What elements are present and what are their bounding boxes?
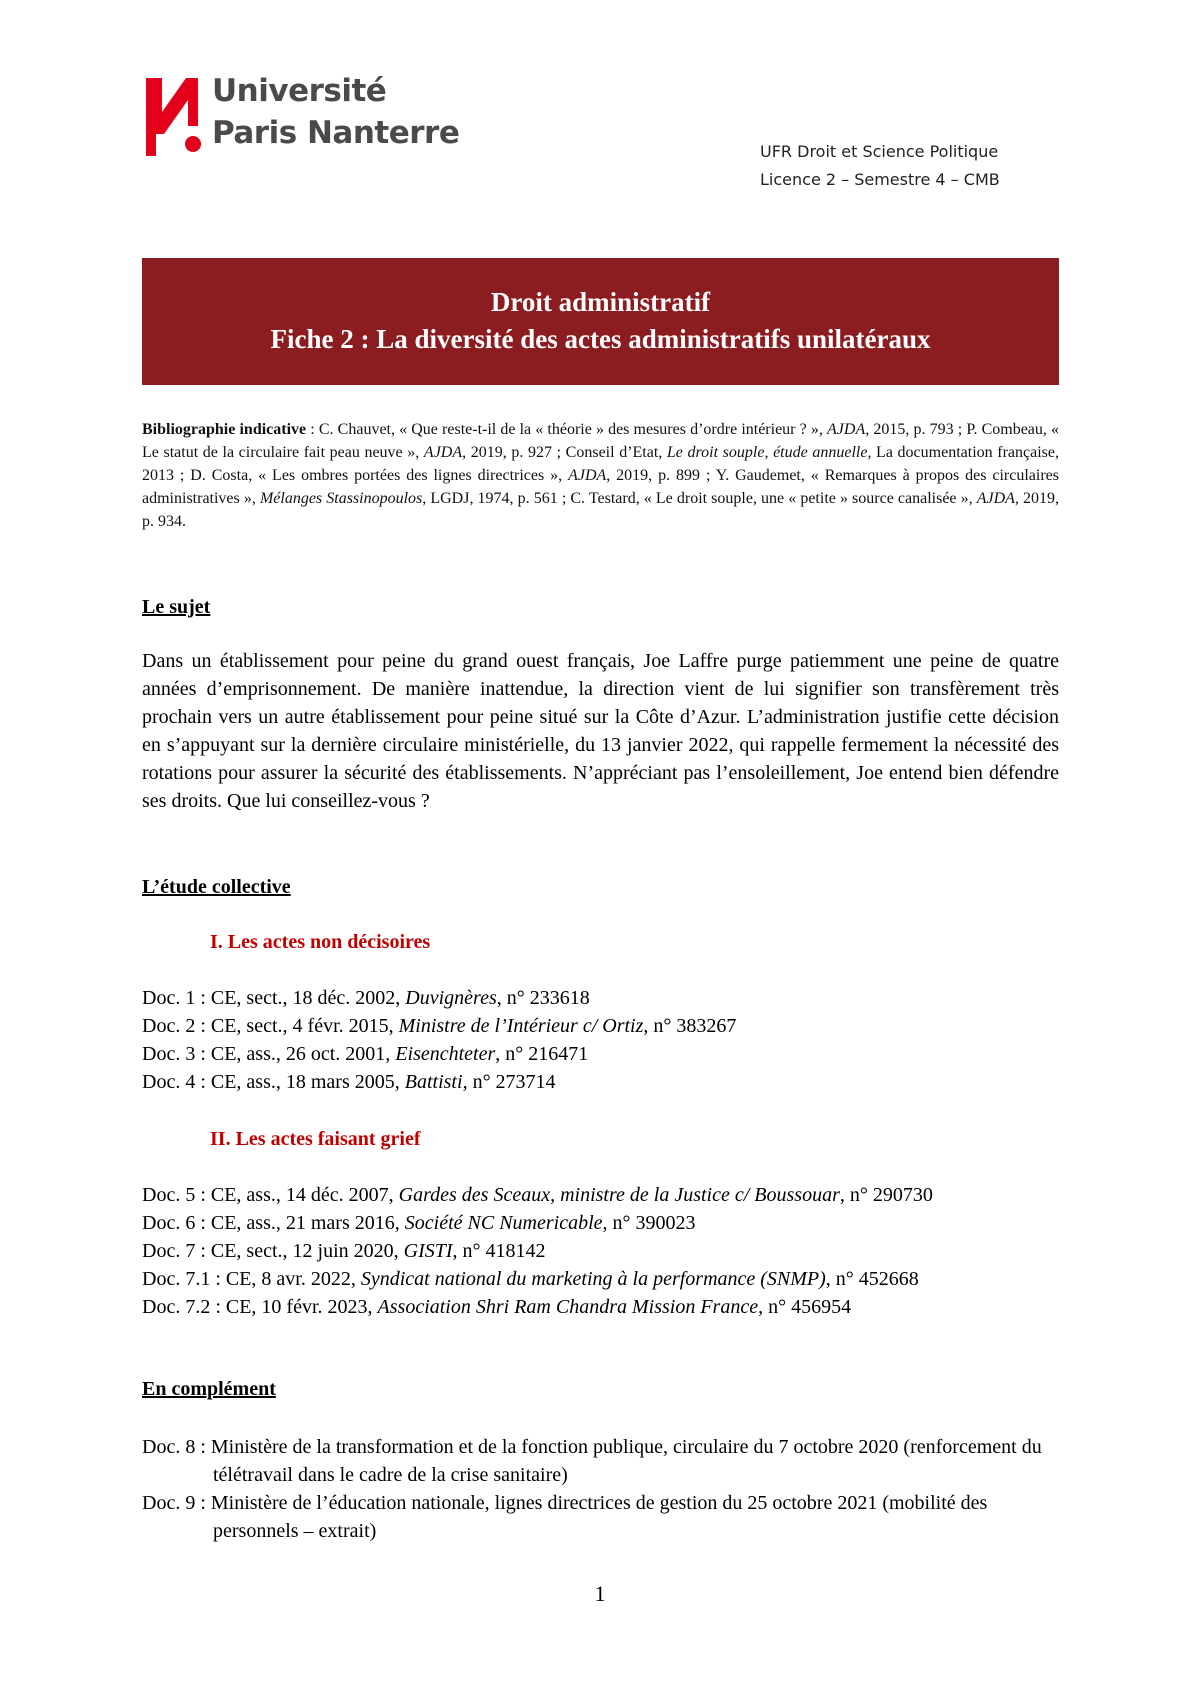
university-name-line2: Paris Nanterre <box>212 115 460 151</box>
doc-number: , n° 216471 <box>495 1043 589 1065</box>
part1-heading: I. Les actes non décisoires <box>210 931 431 953</box>
bibliography-text: : C. Chauvet, « Que reste-t-il de la « théorie » des mesures d’ordre intérieur ? », <box>306 421 828 438</box>
doc-number: , n° 456954 <box>758 1296 852 1318</box>
doc-item <box>142 1181 1072 1209</box>
worksheet-title: Fiche 2 : La diversité des actes administratifs unilatéraux <box>270 324 931 354</box>
doc-case-name: Battisti <box>404 1071 463 1093</box>
doc-reference: Doc. 3 : CE, ass., 26 oct. 2001, <box>142 1043 396 1065</box>
doc-number: , n° 383267 <box>643 1015 737 1037</box>
bibliography-label: Bibliographie indicative <box>142 421 307 438</box>
part2-heading: II. Les actes faisant grief <box>210 1128 421 1150</box>
doc-item: Doc. 8 : Ministère de la transformation et de la fonction publique, circulaire du 7 octobre 2020 (renforcement du télétravail dans le cadre de la crise sanitaire) <box>142 1436 1042 1486</box>
doc-reference: Doc. 7 : CE, sect., 12 juin 2020, <box>142 1240 404 1262</box>
bibliography-text: , 2015, p. 793 ; P. Combeau, « Le statut de la circulaire fait peau neuve », <box>142 421 1060 461</box>
part1-doc-list <box>142 984 1072 1096</box>
complement-heading: En complément <box>142 1378 276 1400</box>
university-logo <box>142 70 462 160</box>
bibliography-journal: AJDA <box>568 467 607 484</box>
bibliography-journal: Le droit souple, étude annuelle <box>666 444 868 461</box>
doc-item <box>142 1040 1072 1068</box>
doc-case-name: Gardes des Sceaux, ministre de la Justice c/ Boussouar <box>398 1184 840 1206</box>
university-logo-mark-icon <box>142 72 202 158</box>
doc-reference: Doc. 5 : CE, ass., 14 déc. 2007, <box>142 1184 399 1206</box>
subject-paragraph: Dans un établissement pour peine du grand ouest français, Joe Laffre purge patiemment une peine de quatre années d’emprisonnement. De manière inattendue, la direction vient de lui signifier son transfèrement très prochain vers un autre établissement pour peine situé sur la Côte d’Azur. L’administration justifie cette décision en s’appuyant sur la dernière circulaire ministérielle, du 13 janvier 2022, qui rappelle fermement la nécessité des rotations pour assurer la sécurité des établissements. N’appréciant pas l’ensoleillement, Joe entend bien défendre ses droits. Que lui conseillez-vous ? <box>142 650 1059 812</box>
doc-case-name: GISTI <box>403 1240 453 1262</box>
bibliography-text: , La documentation française, 2013 ; D. Costa, « Les ombres portées des lignes directrices », <box>142 444 1059 484</box>
doc-number: , n° 273714 <box>462 1071 556 1093</box>
doc-case-name: Société NC Numericable <box>404 1212 603 1234</box>
doc-reference: Doc. 6 : CE, ass., 21 mars 2016, <box>142 1212 405 1234</box>
course-title: Droit administratif <box>490 287 711 317</box>
doc-item <box>142 1209 1072 1237</box>
university-name-line1: Université <box>212 73 387 109</box>
doc-item <box>142 1012 1072 1040</box>
bibliography-journal: AJDA <box>423 444 463 461</box>
doc-case-name: Eisenchteter <box>395 1043 496 1065</box>
bibliography-text: , 2019, p. 899 ; Y. Gaudemet, « Remarques à propos des circulaires administratives », <box>142 467 1059 507</box>
university-name <box>212 70 459 154</box>
doc-number: , n° 418142 <box>452 1240 546 1262</box>
bibliography-journal: AJDA <box>827 421 866 438</box>
doc-reference: Doc. 4 : CE, ass., 18 mars 2005, <box>142 1071 405 1093</box>
doc-number: , n° 290730 <box>839 1184 933 1206</box>
doc-number: , n° 452668 <box>825 1268 919 1290</box>
bibliography-text: , 2019, p. 927 ; Conseil d’Etat, <box>462 444 667 461</box>
part2-doc-list <box>142 1181 1072 1321</box>
doc-reference: Doc. 2 : CE, sect., 4 févr. 2015, <box>142 1015 399 1037</box>
course-header <box>760 138 1060 194</box>
doc-reference: Doc. 1 : CE, sect., 18 déc. 2002, <box>142 987 406 1009</box>
bibliography-journal: AJDA <box>976 490 1015 507</box>
study-heading: L’étude collective <box>142 876 291 898</box>
bibliography-journal: Mélanges Stassinopoulos <box>259 490 423 507</box>
doc-item <box>142 1293 1072 1321</box>
bibliography-paragraph <box>142 418 1059 533</box>
doc-item <box>142 1237 1072 1265</box>
complement-doc-list <box>142 1433 1072 1545</box>
doc-case-name: Duvignères <box>405 987 497 1009</box>
doc-case-name: Syndicat national du marketing à la performance (SNMP) <box>360 1268 826 1290</box>
doc-item <box>142 1265 1072 1293</box>
doc-reference: Doc. 7.1 : CE, 8 avr. 2022, <box>142 1268 361 1290</box>
doc-number: , n° 390023 <box>602 1212 696 1234</box>
doc-item <box>142 984 1072 1012</box>
bibliography-text: , LGDJ, 1974, p. 561 ; C. Testard, « Le droit souple, une « petite » source canalisée », <box>422 490 977 507</box>
doc-reference: Doc. 7.2 : CE, 10 févr. 2023, <box>142 1296 378 1318</box>
page-number: 1 <box>594 1581 606 1606</box>
title-banner <box>142 258 1059 385</box>
subject-heading: Le sujet <box>142 596 211 618</box>
faculty-name: UFR Droit et Science Politique <box>760 142 999 161</box>
doc-case-name: Ministre de l’Intérieur c/ Ortiz <box>398 1015 644 1037</box>
doc-item <box>142 1068 1072 1096</box>
bibliography-text: , 2019, p. 934. <box>142 490 1060 530</box>
doc-case-name: Association Shri Ram Chandra Mission France <box>377 1296 759 1318</box>
course-level: Licence 2 – Semestre 4 – CMB <box>760 170 1000 189</box>
doc-item: Doc. 9 : Ministère de l’éducation nationale, lignes directrices de gestion du 25 octobre 2021 (mobilité des personnels – extrait) <box>142 1492 988 1542</box>
doc-number: , n° 233618 <box>496 987 590 1009</box>
